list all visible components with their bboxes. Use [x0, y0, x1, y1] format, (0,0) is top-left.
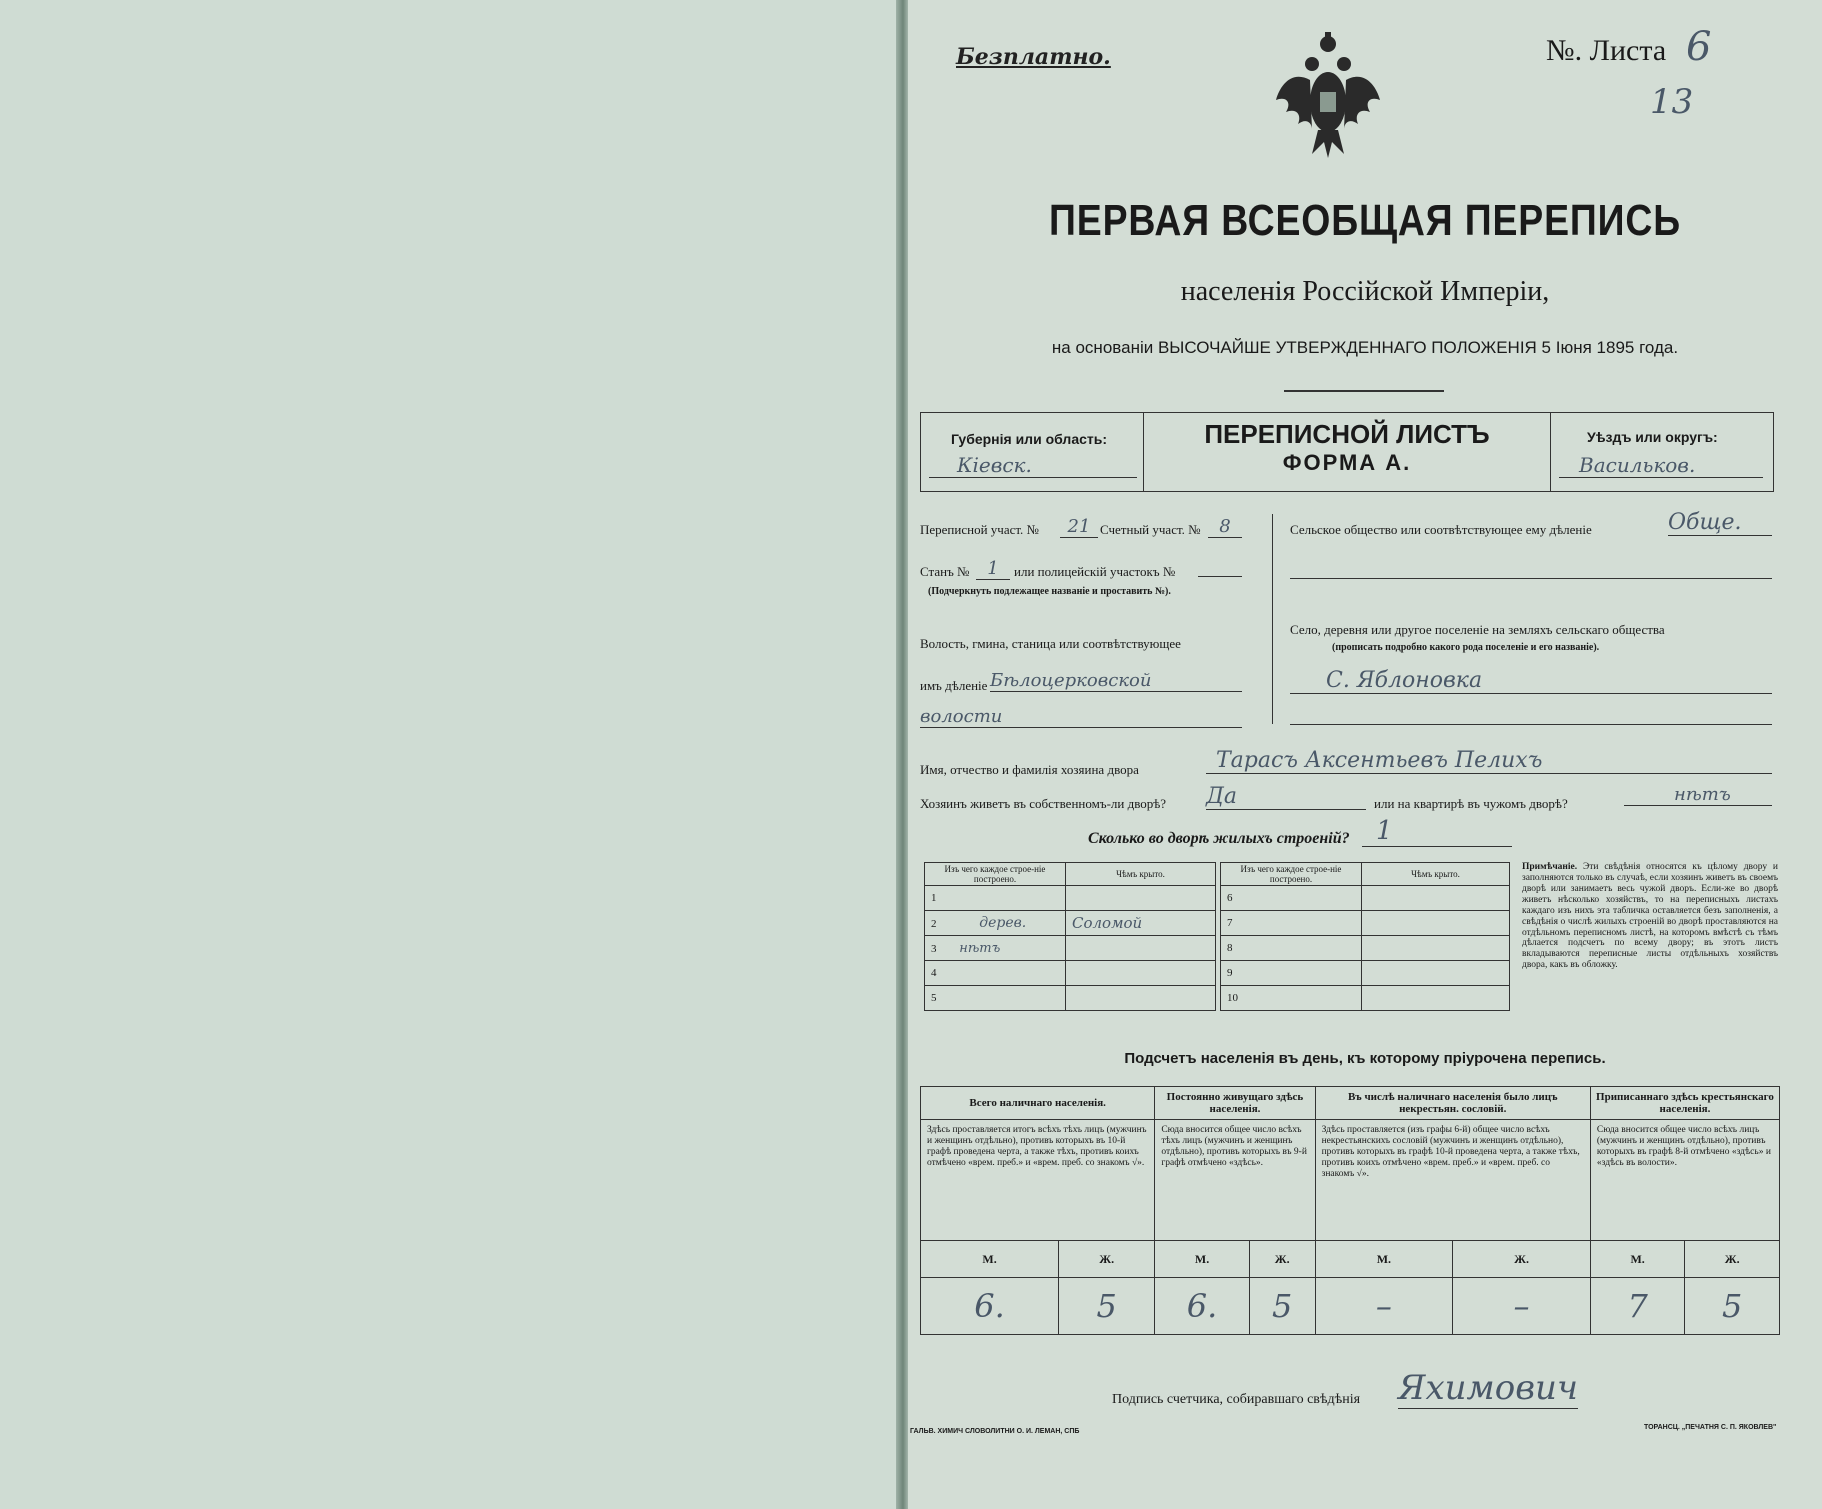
village-note: (прописать подробно какого рода поселеніе и его названіе). [1332, 642, 1600, 653]
printer-mark-right: ТОРАНСЦ. „ПЕЧАТНЯ С. П. ЯКОВЛЕВ" [1644, 1424, 1777, 1431]
village-label: Село, деревня или другое поселеніе на земляхъ сельскаго общества [1290, 622, 1665, 637]
table-row: 1 [925, 886, 1216, 911]
own-house-label: Хозяинъ живетъ въ собственномъ-ли дворѣ? [920, 796, 1167, 811]
sheet-number-secondary: 13 [1650, 82, 1694, 122]
province-value: Кіевск. [929, 453, 1137, 478]
count-value: 7 [1590, 1278, 1685, 1335]
rented-value: нѣтъ [1624, 784, 1772, 806]
police-value-line [1198, 576, 1242, 577]
population-count-table [920, 1086, 1780, 1335]
buildings-note [1522, 862, 1778, 971]
buildings-table-left [924, 862, 1216, 1011]
underline-note: (Подчеркнуть подлежащее названіе и проставить №). [928, 586, 1171, 597]
count-value: – [1315, 1278, 1453, 1335]
table-row: 4 [925, 961, 1216, 986]
col3-desc: Здѣсь проставляется (изъ графы 6-й) общее число всѣхъ некрестьянскихъ сословій (мужчинъ и женщинъ отдѣльно), противъ которыхъ въ графѣ 10-й проведена черта, а также тѣхъ, противъ коихъ отмѣчено «врем. преб.» и «врем. преб. со знакомъ √». [1315, 1120, 1590, 1241]
female-header: Ж. [1685, 1241, 1780, 1278]
owner-value: Тарасъ Аксентьевъ Пелихъ [1206, 748, 1772, 774]
legal-basis: на основаніи ВЫСОЧАЙШЕ УТВЕРЖДЕННАГО ПОЛОЖЕНІЯ 5 Іюня 1895 года. [1051, 338, 1679, 357]
volost-label: Волость, гмина, станица или соотвѣтствующее [920, 636, 1181, 651]
census-plot-label: Переписной участ. № [920, 522, 1039, 537]
page-subtitle: населенія Россійской Имперіи, [1180, 276, 1550, 307]
census-form-page [908, 0, 1822, 1509]
table-row: 5 [925, 986, 1216, 1011]
volost-value-2: волости [920, 706, 1242, 728]
ornament-divider [1284, 390, 1444, 392]
census-plot-value: 21 [1060, 516, 1098, 538]
volost-label-2: имъ дѣленіе [920, 678, 988, 693]
stan-label: Станъ № [920, 564, 970, 579]
row2-material: дерев. [979, 915, 1027, 931]
buildings-value: 1 [1362, 816, 1512, 847]
table-row: 6 [1221, 886, 1510, 911]
table-row [921, 1278, 1780, 1335]
table-row: 2 дерев. Соломой [925, 911, 1216, 936]
col2-desc: Сюда вносится общее число всѣхъ тѣхъ лицъ (мужчинъ и женщинъ отдѣльно), противъ которыхъ въ 9-й графѣ отмѣчено «здѣсь». [1155, 1120, 1315, 1241]
male-header: М. [921, 1241, 1059, 1278]
row2-roof: Соломой [1066, 911, 1216, 936]
count-value: 5 [1685, 1278, 1780, 1335]
collector-signature: Яхимович [1398, 1368, 1579, 1408]
village-value: С. Яблоновка [1290, 668, 1772, 694]
sheet-number-label: №. Листа [1546, 34, 1667, 67]
police-label: или полицейскій участокъ № [1014, 564, 1176, 579]
material-header: Изъ чего каждое строе-ніе построено. [925, 863, 1066, 886]
free-label: Безплатно. [956, 44, 1111, 70]
count-value: 5 [1059, 1278, 1155, 1335]
society-value: Обще. [1668, 510, 1772, 536]
count-value: 6. [1155, 1278, 1249, 1335]
count-value: 5 [1249, 1278, 1315, 1335]
count-value: 6. [921, 1278, 1059, 1335]
count-plot-value: 8 [1208, 516, 1242, 538]
col1-header: Всего наличнаго населенія. [921, 1087, 1155, 1120]
buildings-label: Сколько во дворѣ жилыхъ строеній? [1088, 830, 1350, 847]
stan-value: 1 [976, 558, 1010, 580]
society-label: Сельское общество или соотвѣтствующее ему дѣленіе [1290, 522, 1592, 537]
page-title: ПЕРВАЯ ВСЕОБЩАЯ ПЕРЕПИСЬ [1049, 196, 1681, 245]
roof-header: Чѣмъ крыто. [1066, 863, 1216, 886]
form-name: ПЕРЕПИСНОЙ ЛИСТЪ [1204, 419, 1490, 449]
col3-header: Въ числѣ наличнаго населенія было лицъ некрестьян. сословій. [1315, 1087, 1590, 1120]
signature-label: Подпись счетчика, собиравшаго свѣдѣнія [1112, 1392, 1361, 1407]
table-row: 7 [1221, 911, 1510, 936]
own-house-value: Да [1206, 784, 1366, 810]
table-row: 9 [1221, 961, 1510, 986]
district-value: Васильков. [1559, 453, 1763, 478]
female-header: Ж. [1249, 1241, 1315, 1278]
village-extra-line [1290, 724, 1772, 725]
owner-label: Имя, отчество и фамилія хозяина двора [920, 762, 1139, 777]
form-header-box [920, 412, 1774, 492]
table-row: 3 нѣтъ [925, 936, 1216, 961]
imperial-eagle-emblem-icon [1272, 30, 1384, 160]
col4-header: Приписаннаго здѣсь крестьянскаго населенія. [1590, 1087, 1779, 1120]
form-title-cell [1143, 413, 1551, 491]
left-page-blank [0, 0, 900, 1509]
col2-header: Постоянно живущаго здѣсь населенія. [1155, 1087, 1315, 1120]
form-type: ФОРМА А. [1282, 450, 1412, 475]
volost-value: Бѣлоцерковской [990, 670, 1242, 692]
col4-desc: Сюда вносится общее число всѣхъ лицъ (мужчинъ и женщинъ отдѣльно), противъ которыхъ въ графѣ 8-й отмѣчено «здѣсь» и «здѣсь въ волости». [1590, 1120, 1779, 1241]
district-label: Уѣздъ или округъ: [1587, 429, 1718, 445]
society-extra-line [1290, 578, 1772, 579]
col1-desc: Здѣсь проставляется итогъ всѣхъ тѣхъ лицъ (мужчинъ и женщинъ отдѣльно), противъ которыхъ въ 10-й графѣ проведена черта, а также тѣхъ, противъ коихъ отмѣчено «врем. преб.» и «врем. преб. со знакомъ √». [921, 1120, 1155, 1241]
note-title: Примѣчаніе. [1522, 862, 1578, 872]
roof-header-right: Чѣмъ крыто. [1362, 863, 1510, 886]
rented-label: или на квартирѣ въ чужомъ дворѣ? [1374, 796, 1568, 811]
female-header: Ж. [1059, 1241, 1155, 1278]
province-label: Губернія или область: [951, 431, 1108, 447]
count-value: – [1453, 1278, 1591, 1335]
count-title: Подсчетъ населенія въ день, къ которому пріурочена перепись. [1124, 1050, 1606, 1067]
field-column-divider [1272, 514, 1273, 724]
buildings-table-right [1220, 862, 1510, 1011]
table-row: 8 [1221, 936, 1510, 961]
note-text: Эти свѣдѣнія относятся къ цѣлому двору и заполняются только въ случаѣ, если хозяинъ живетъ въ своемъ дворѣ или занимаетъ весь чужой дворъ. Если-же во дворѣ живетъ нѣсколько хозяйствъ, то на переписныхъ листахъ каждаго изъ нихъ эта табличка оставляется безъ заполненія, а свѣдѣнія о числѣ жилыхъ строеній во дворѣ проставляются на отдѣльномъ переписномъ листѣ, на которомъ вмѣстѣ съ тѣмъ дѣлается подсчетъ по всему двору; въ этотъ листъ вкладываются переписные листы отдѣльныхъ хозяйствъ двора, какъ въ обложку. [1522, 862, 1779, 971]
side-mark: нѣтъ [959, 940, 1001, 956]
male-header: М. [1315, 1241, 1453, 1278]
count-plot-label: Счетный участ. № [1100, 522, 1201, 537]
printer-mark-left: ГАЛЬВ. ХИМИЧ СЛОВОЛИТНИ О. И. ЛЕМАН, СПБ [910, 1428, 1080, 1435]
female-header: Ж. [1453, 1241, 1591, 1278]
material-header-right: Изъ чего каждое строе-ніе построено. [1221, 863, 1362, 886]
male-header: М. [1155, 1241, 1249, 1278]
sheet-number-value: 6 [1686, 24, 1712, 70]
male-header: М. [1590, 1241, 1685, 1278]
table-row: 10 [1221, 986, 1510, 1011]
